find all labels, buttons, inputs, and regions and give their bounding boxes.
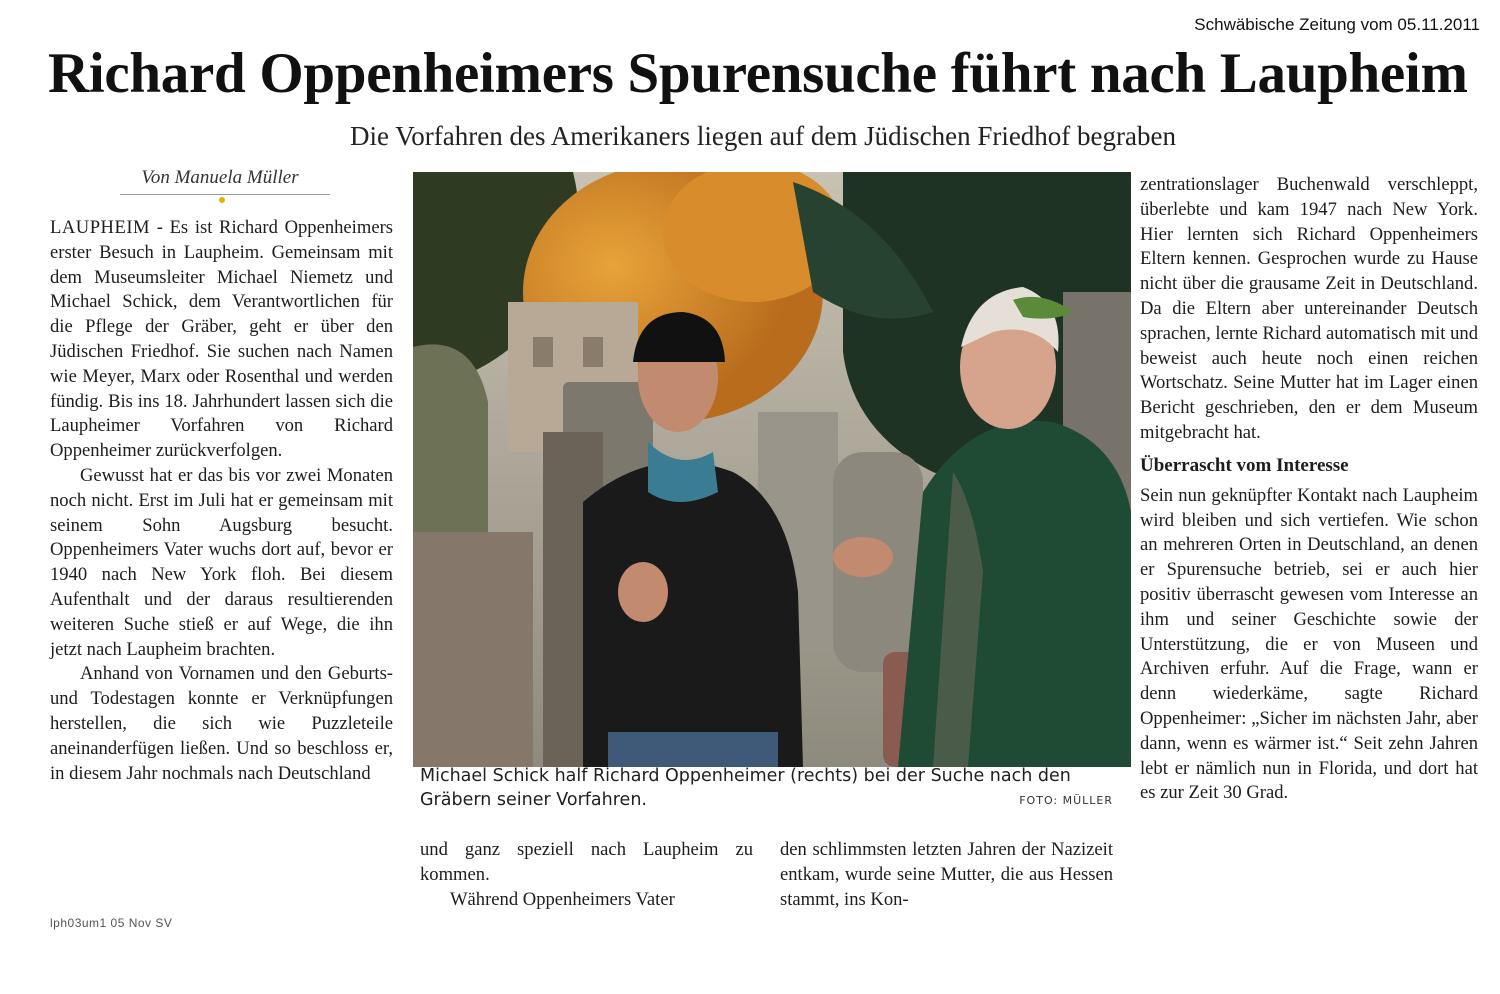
- paragraph-1: [50, 216, 393, 464]
- column-4: [1140, 173, 1478, 806]
- column-1: [50, 216, 393, 786]
- paragraph-3: Anhand von Vornamen und den Geburts- und Todestagen konnte er Verknüpfungen herstellen, die sich wie Puzzleteile aneinanderfügen ließen. Und so beschloss er, in diesem Jahr nochmals nach Deutschland: [50, 663, 393, 784]
- source-line: Schwäbische Zeitung vom 05.11.2011: [1194, 15, 1480, 34]
- headline: Richard Oppenheimers Spurensuche führt nach Laupheim: [48, 42, 1468, 105]
- photo-credit: FOTO: MÜLLER: [1019, 794, 1113, 807]
- byline: Von Manuela Müller: [141, 167, 299, 188]
- column-4-paragraph-1: zentrationslager Buchenwald verschleppt, überlebte und kam 1947 nach New York. Hier lernten sich Richard Oppenheimers Eltern kennen. Gesprochen wurde zu Hause nicht über die grausame Zeit in Deutschland. Da die Eltern aber untereinander Deutsch sprachen, lernte Richard automatisch mit und beweist auch heute noch einen reichen Wortschatz. Seine Mutter hat im Lager einen Bericht geschrieben, den er dem Museum mitgebracht hat.: [1140, 174, 1478, 443]
- paragraph-2: Gewusst hat er das bis vor zwei Monaten noch nicht. Erst im Juli hat er gemeinsam mit seinem Sohn Augsburg besucht. Oppenheimers Vater wuchs dort auf, bevor er 1940 nach New York floh. Bei diesem Aufenthalt und der daraus resultierenden weiteren Suche stieß er auf Wege, die ihn jetzt nach Laupheim brachten.: [50, 464, 393, 660]
- subheadline: Die Vorfahren des Amerikaners liegen auf dem Jüdischen Friedhof begraben: [350, 121, 1176, 151]
- byline-dot: [219, 197, 225, 203]
- section-heading: Überrascht vom Interesse: [1140, 454, 1349, 476]
- byline-rule: [120, 194, 330, 195]
- article-photo: [413, 172, 1131, 767]
- column-2-paragraph-2: Während Oppenheimers Vater: [450, 888, 675, 910]
- production-code: lph03um1 05 Nov SV: [50, 916, 173, 930]
- column-4-paragraph-2: Sein nun geknüpfter Kontakt nach Laupheim wird bleiben und sich vertiefen. Wie schon an mehreren Orten in Deutschland, an denen er Spurensuche betrieb, sei er auch hier positiv überrascht gewesen vom Interesse an ihm und seiner Geschichte sowie der Unterstützung, die er von Museen und Archiven erfuhr. Auf die Frage, wann er denn wiederkäme, sagte Richard Oppenheimer: „Sicher im nächsten Jahr, aber dann, wenn es wärmer ist.“ Seit zehn Jahren lebt er nämlich nun in Florida, und dort hat es zur Zeit 30 Grad.: [1140, 484, 1478, 804]
- paragraph-1-text: - Es ist Richard Oppenheimers erster Besuch in Laupheim. Gemeinsam mit dem Museumsleiter Michael Niemetz und Michael Schick, dem Verantwortlichen für die Pflege der Gräber, geht er über den Jüdischen Friedhof. Sie suchen nach Namen wie Meyer, Marx oder Rosenthal und werden fündig. Bis ins 18. Jahrhundert lassen sich die Laupheimer Vorfahren von Richard Oppenheimer zurückverfolgen.: [50, 217, 393, 462]
- column-2: [420, 838, 753, 912]
- dateline: LAUPHEIM: [50, 217, 151, 238]
- column-2-paragraph-1: und ganz speziell nach Laupheim zu kommen.: [420, 839, 753, 885]
- photo-illustration: [413, 172, 1131, 767]
- column-3: [780, 838, 1113, 912]
- photo-caption: Michael Schick half Richard Oppenheimer (rechts) bei der Suche nach den Gräbern seiner Vorfahren.: [420, 766, 1071, 810]
- column-3-paragraph-1: den schlimmsten letzten Jahren der Nazizeit entkam, wurde seine Mutter, die aus Hessen stammt, ins Kon-: [780, 839, 1113, 910]
